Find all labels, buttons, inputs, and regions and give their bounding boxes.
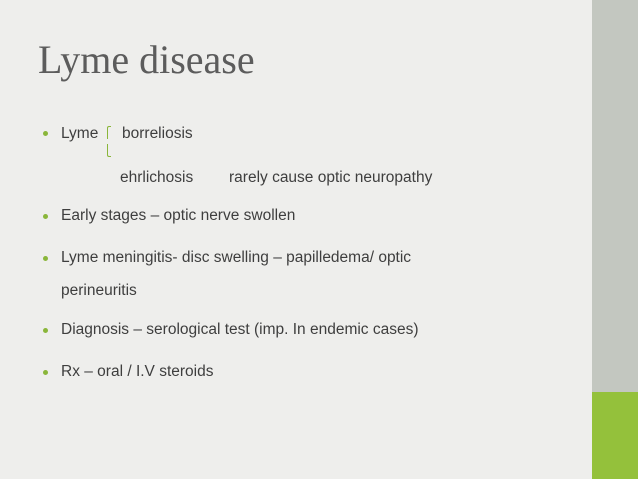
side-stripe-gray (592, 0, 638, 392)
side-stripe-green (592, 392, 638, 479)
bullet-dot (43, 328, 48, 333)
bullet-lyme-meningitis: Lyme meningitis- disc swelling – papilledema/ optic (61, 249, 412, 266)
bullet-dot (43, 370, 48, 375)
bullet-early-stages: Early stages – optic nerve swollen (61, 207, 296, 224)
brace-top (107, 126, 111, 139)
slide-title: Lyme disease (38, 37, 255, 82)
brace-bottom (107, 144, 111, 157)
bullet-dot (43, 214, 48, 219)
text-borreliosis: borreliosis (122, 125, 193, 142)
bullet-dot (43, 131, 48, 136)
text-rarely-cause: rarely cause optic neuropathy (229, 169, 433, 186)
bullet-rx: Rx – oral / I.V steroids (61, 363, 214, 380)
bullet-dot (43, 256, 48, 261)
bullet-lyme: Lyme (61, 125, 99, 142)
text-ehrlichosis: ehrlichosis (120, 169, 194, 186)
bullet-lyme-meningitis-cont: perineuritis (61, 282, 137, 299)
bullet-diagnosis: Diagnosis – serological test (imp. In endemic cases) (61, 321, 419, 338)
